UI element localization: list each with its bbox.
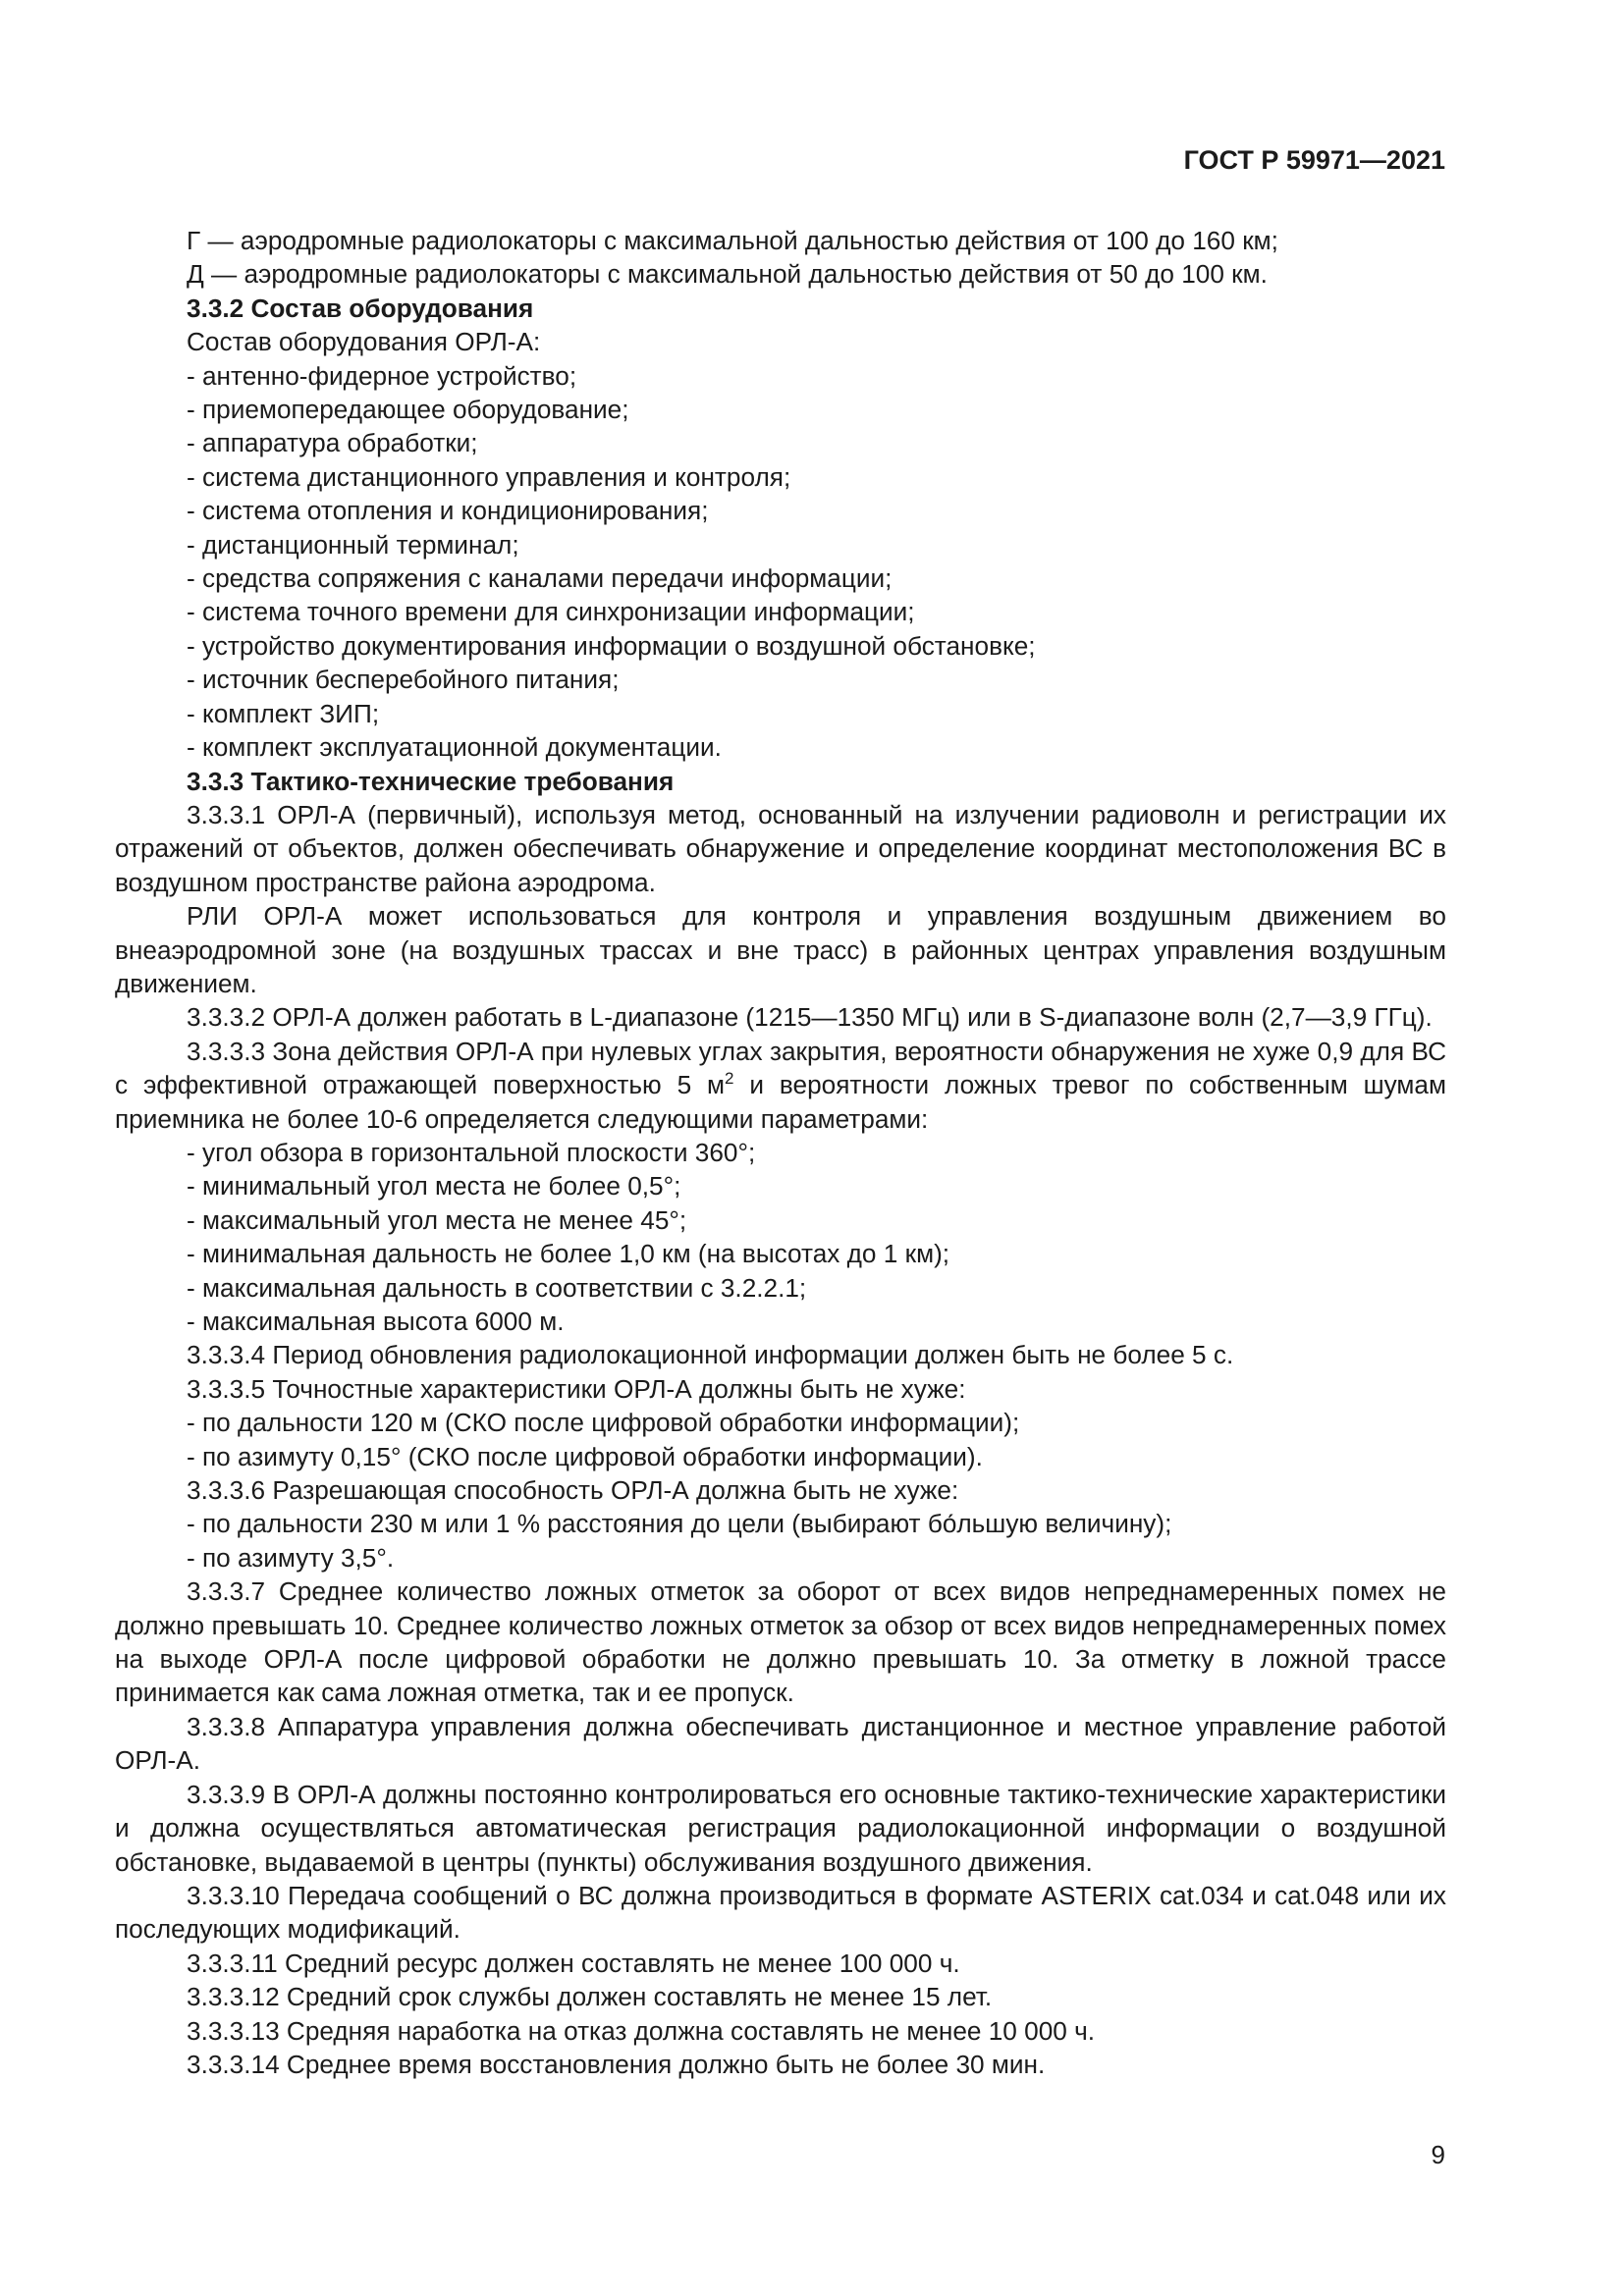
paragraph-3-3-3-14: 3.3.3.14 Среднее время восстановления должно быть не более 30 мин. bbox=[187, 2049, 1046, 2079]
resolution-list bbox=[115, 1507, 1446, 1575]
equipment-intro: Состав оборудования ОРЛ-А: bbox=[187, 327, 541, 357]
zone-parameters-list bbox=[115, 1136, 1446, 1338]
list-item: - по дальности 230 м или 1 % расстояния до цели (выбирают бо́льшую величину); bbox=[187, 1509, 1172, 1539]
paragraph-rli: РЛИ ОРЛ-А может использоваться для контроля и управления воздушным движением во внеаэродромной зоне (на воздушных трассах и вне трасс) в районных центрах управления воздушным движением. bbox=[115, 901, 1446, 998]
class-d-line: Д — аэродромные радиолокаторы с максимальной дальностью действия от 50 до 100 км. bbox=[187, 259, 1268, 290]
page-number: 9 bbox=[1431, 2140, 1445, 2169]
document-body bbox=[115, 224, 1446, 2081]
paragraph-3-3-3-3-part-b: и вероятности ложных тревог по собственным шумам приемника не более 10-6 определяется следующими параметрами: bbox=[115, 1070, 1447, 1134]
accuracy-list bbox=[115, 1406, 1446, 1473]
list-item: - источник бесперебойного питания; bbox=[187, 665, 620, 695]
list-item: - максимальная дальность в соответствии с 3.2.2.1; bbox=[187, 1272, 807, 1303]
list-item: - система дистанционного управления и контроля; bbox=[187, 461, 791, 492]
class-g-line: Г — аэродромные радиолокаторы с максимальной дальностью действия от 100 до 160 км; bbox=[187, 226, 1278, 255]
list-item: - дистанционный терминал; bbox=[187, 529, 519, 560]
list-item: - максимальная высота 6000 м. bbox=[187, 1307, 565, 1336]
superscript-square: 2 bbox=[725, 1069, 734, 1089]
paragraph-3-3-3-12: 3.3.3.12 Средний срок службы должен составлять не менее 15 лет. bbox=[187, 1982, 993, 2012]
list-item: - по азимуту 3,5°. bbox=[187, 1542, 395, 1573]
list-item: - максимальный угол места не менее 45°; bbox=[187, 1204, 687, 1235]
document-header: ГОСТ Р 59971—2021 bbox=[1183, 145, 1445, 175]
paragraph-3-3-3-2: 3.3.3.2 ОРЛ-А должен работать в L-диапазоне (1215—1350 МГц) или в S-диапазоне волн (2,7—3,9 ГГц). bbox=[187, 1002, 1433, 1033]
list-item: - минимальная дальность не более 1,0 км (на высотах до 1 км); bbox=[187, 1239, 950, 1269]
paragraph-3-3-3-5: 3.3.3.5 Точностные характеристики ОРЛ-А должны быть не хуже: bbox=[187, 1373, 966, 1404]
list-item: - комплект эксплуатационной документации. bbox=[187, 732, 722, 763]
paragraph-3-3-3-10: 3.3.3.10 Передача сообщений о ВС должна производиться в формате ASTERIX cat.034 и cat.048 или их последующих модификаций. bbox=[115, 1880, 1446, 1945]
paragraph-3-3-3-7: 3.3.3.7 Среднее количество ложных отметок за оборот от всех видов непреднамеренных помех не должно превышать 10. Среднее количество ложных отметок за обзор от всех видов непреднамеренных помех на выходе ОРЛ-А после цифровой обработки не должно превышать 10. За отметку в ложной трассе принимается как сама ложная отметка, так и ее пропуск. bbox=[115, 1576, 1446, 1708]
list-item: - по дальности 120 м (СКО после цифровой обработки информации); bbox=[187, 1408, 1020, 1438]
list-item: - система точного времени для синхронизации информации; bbox=[187, 597, 915, 627]
paragraph-3-3-3-13: 3.3.3.13 Средняя наработка на отказ должна составлять не менее 10 000 ч. bbox=[187, 2015, 1096, 2046]
paragraph-3-3-3-6: 3.3.3.6 Разрешающая способность ОРЛ-А должна быть не хуже: bbox=[187, 1475, 959, 1506]
section-heading-3-3-3: 3.3.3 Тактико-технические требования bbox=[187, 766, 675, 796]
paragraph-3-3-3-1: 3.3.3.1 ОРЛ-А (первичный), используя метод, основанный на излучении радиоволн и регистрации их отражений от объектов, должен обеспечивать обнаружение и определение координат местоположения ВС в воздушном пространстве района аэродрома. bbox=[115, 799, 1446, 897]
paragraph-3-3-3-3-part-a: 3.3.3.3 Зона действия ОРЛ-А при нулевых углах закрытия, вероятности обнаружения не хуже 0,9 для ВС с эффективной отражающей поверхностью 5 м bbox=[115, 1036, 1446, 1100]
equipment-list bbox=[115, 359, 1446, 765]
list-item: - минимальный угол места не более 0,5°; bbox=[187, 1171, 681, 1201]
list-item: - устройство документирования информации о воздушной обстановке; bbox=[187, 630, 1036, 661]
paragraph-3-3-3-11: 3.3.3.11 Средний ресурс должен составлять не менее 100 000 ч. bbox=[187, 1948, 960, 1978]
list-item: - комплект ЗИП; bbox=[187, 698, 380, 728]
list-item: - приемопередающее оборудование; bbox=[187, 395, 629, 425]
paragraph-3-3-3-4: 3.3.3.4 Период обновления радиолокационной информации должен быть не более 5 с. bbox=[187, 1340, 1234, 1370]
paragraph-3-3-3-8: 3.3.3.8 Аппаратура управления должна обеспечивать дистанционное и местное управление работой ОРЛ-А. bbox=[115, 1711, 1446, 1776]
list-item: - система отопления и кондиционирования; bbox=[187, 496, 709, 526]
paragraph-3-3-3-9: 3.3.3.9 В ОРЛ-А должны постоянно контролироваться его основные тактико-технические характеристики и должна осуществляться автоматическая регистрация радиолокационной информации о воздушной обстановке, выдаваемой в центры (пункты) обслуживания воздушного движения. bbox=[115, 1779, 1446, 1877]
list-item: - средства сопряжения с каналами передачи информации; bbox=[187, 563, 893, 594]
list-item: - угол обзора в горизонтальной плоскости 360°; bbox=[187, 1137, 756, 1167]
list-item: - антенно-фидерное устройство; bbox=[187, 360, 577, 391]
list-item: - аппаратура обработки; bbox=[187, 428, 478, 458]
paragraph-3-3-3-3 bbox=[115, 1035, 1446, 1136]
section-heading-3-3-2: 3.3.2 Состав оборудования bbox=[187, 293, 534, 323]
list-item: - по азимуту 0,15° (СКО после цифровой обработки информации). bbox=[187, 1441, 983, 1471]
